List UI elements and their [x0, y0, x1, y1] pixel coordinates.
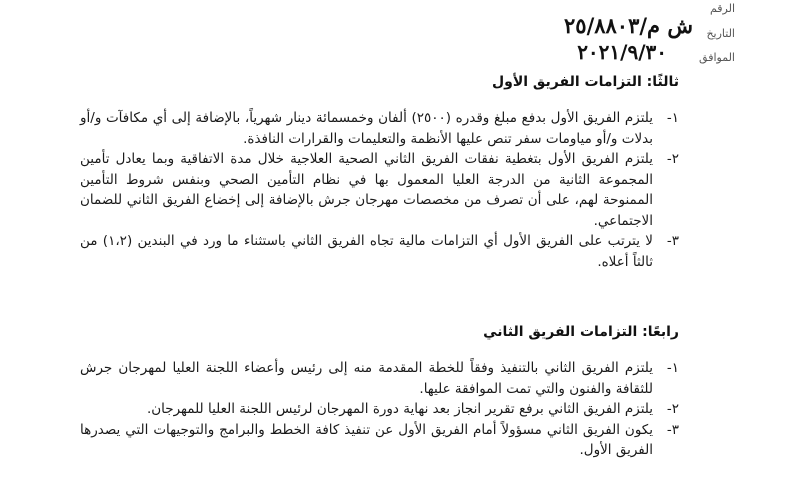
list-item	[80, 231, 679, 272]
section-four-title: رابعًا: التزامات الفريق الثاني	[483, 324, 679, 340]
list-item	[80, 358, 679, 399]
reference-number: ش م/٢٥/٨٨٠٣	[564, 13, 693, 38]
list-item	[80, 149, 679, 231]
item-text: يلتزم الفريق الثاني برفع تقرير انجاز بعد نهاية دورة المهرجان لرئيس اللجنة العليا للمهرجان.	[146, 401, 653, 417]
list-item	[80, 420, 679, 461]
section-three-list	[80, 108, 679, 272]
item-number: ٢-	[666, 401, 679, 417]
list-item	[80, 108, 679, 149]
date-label: التاريخ	[706, 27, 735, 40]
document-date: ٢٠٢١/٩/٣٠	[577, 40, 667, 64]
item-text: لا يترتب على الفريق الأول أي التزامات مالية تجاه الفريق الثاني باستثناء ما ورد في البندين (١،٢) من ثالثاً أعلاه.	[80, 233, 653, 270]
section-three-title: ثالثًا: التزامات الفريق الأول	[491, 74, 679, 90]
item-text: يلتزم الفريق الثاني بالتنفيذ وفقاً للخطة المقدمة منه إلى رئيس وأعضاء اللجنة العليا لمهرجان جرش للثقافة والفنون والتي تمت الموافقة عليها.	[80, 360, 653, 397]
section-four-list	[80, 358, 679, 461]
item-number: ٢-	[666, 151, 679, 167]
list-item	[80, 399, 679, 420]
item-number: ٣-	[666, 421, 679, 438]
item-number: ١-	[666, 360, 679, 376]
item-text: يكون الفريق الثاني مسؤولاً أمام الفريق الأول عن تنفيذ كافة الخطط والبرامج والتوجيهات التي يصدرها الفريق الأول.	[80, 421, 653, 458]
item-number: ١-	[666, 110, 679, 126]
item-text: يلتزم الفريق الأول بتغطية نفقات الفريق الثاني الصحية العلاجية خلال مدة الاتفاقية وبما يعادل تأمين المجموعة الثانية من الدرجة العليا المعمول بها في نظام التأمين الصحي وبنفس شروط التأمين الممنوحة لهم، على أن تصرف من مخصصات مهرجان جرش بالإضافة إلى إخضاع الفريق الثاني للضمان الاجتماعي.	[80, 151, 653, 229]
corresponding-label: الموافق	[699, 51, 735, 64]
number-label: الرقم	[709, 2, 735, 15]
item-number: ٣-	[666, 233, 679, 249]
item-text: يلتزم الفريق الأول بدفع مبلغ وقدره (٢٥٠٠) ألفان وخمسمائة دينار شهرياً، بالإضافة إلى أي مكافآت و/أو بدلات و/أو مياومات سفر تنص عليها الأنظمة والتعليمات والقرارات النافذة.	[80, 110, 654, 147]
